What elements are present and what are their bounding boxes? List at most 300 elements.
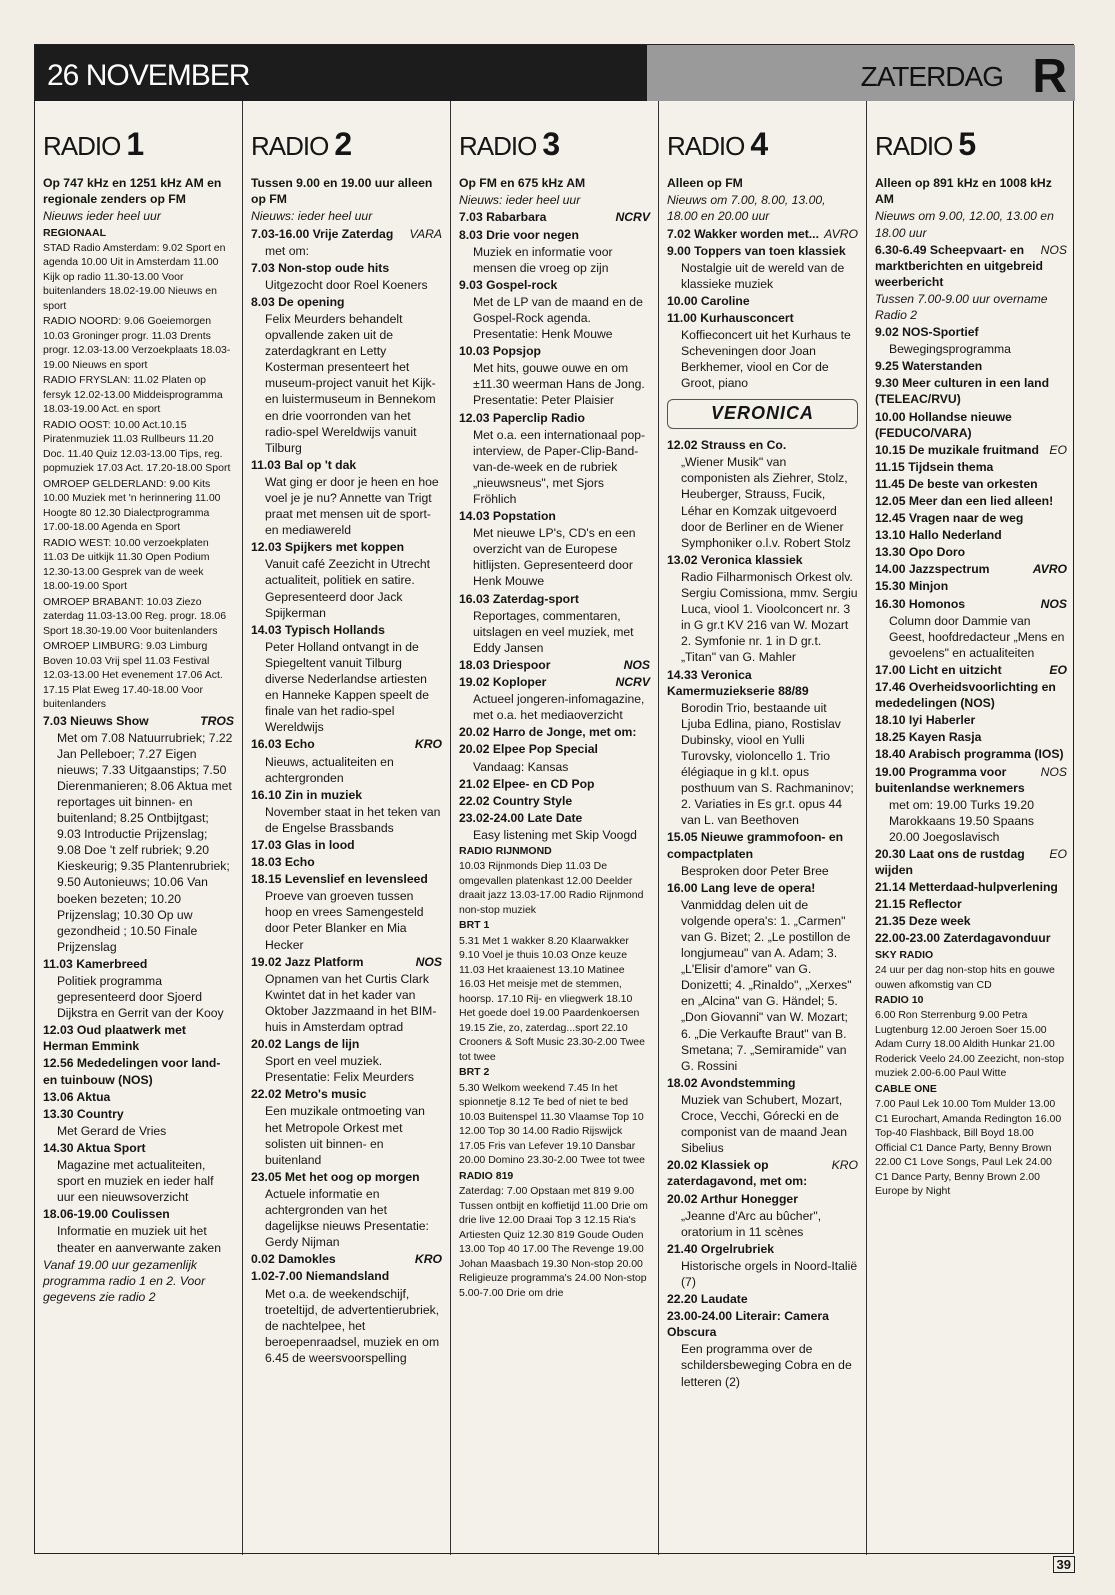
program-entry (251, 971, 442, 1035)
program-text: Nieuws om 7.00, 8.00, 13.00, 18.00 en 20.00 uur (667, 193, 826, 224)
header-letter: R (1032, 50, 1067, 103)
program-text: RADIO FRYSLAN: 11.02 Platen op fersyk 12.02-13.00 Middeisprogramma 18.03-19.00 Act. en sport (43, 374, 223, 416)
column-title-number: 4 (750, 126, 768, 162)
program-entry (875, 476, 1067, 492)
program-entry (875, 596, 1067, 612)
page-header (35, 45, 1075, 101)
program-text: REGIONAAL (43, 226, 106, 239)
program-entry (875, 1097, 1067, 1198)
program-text: BRT 1 (459, 919, 490, 932)
program-entry (875, 341, 1067, 357)
program-text: Easy listening met Skip Voogd (473, 827, 637, 842)
program-entry (459, 759, 650, 775)
program-text: RADIO WEST: 10.00 verzoekplaten 11.03 De uitkijk 11.30 Open Podium 12.30-13.00 Gesprek van de week 18.00-19.00 Sport (43, 536, 210, 593)
broadcaster-tag: NOS (415, 954, 442, 969)
program-entry (459, 294, 650, 342)
program-text: Nostalgie uit de wereld van de klassieke muziek (681, 260, 845, 291)
program-entry (43, 1206, 234, 1222)
program-entry (875, 409, 1067, 441)
program-entry (667, 1308, 858, 1340)
program-text: 7.00 Paul Lek 10.00 Tom Mulder 13.00 C1 Eurochart, Amanda Redington 16.00 Top-40 Flashback, Bill Boyd 18.00 Official C1 Dance Party, Benny Brown 22.00 C1 Love Songs, Paul Lek 24.00 C1 Dance Party, Benny Brown 2.00 Europe by Night (875, 1098, 1062, 1198)
program-entry (875, 712, 1067, 728)
program-text: Koffieconcert uit het Kurhaus te Scheveningen door Joan Berkhemer, viool en Cor de Groot, piano (681, 328, 851, 391)
program-text: OMROEP GELDERLAND: 9.00 Kits 10.00 Muziek met 'n herinnering 11.00 Hoogte 80 12.30 Dialectprogramma 17.00-18.00 Agenda en Sport (43, 477, 221, 534)
program-entry (875, 1008, 1067, 1080)
program-entry (875, 544, 1067, 560)
broadcaster-tag: VARA (409, 226, 442, 241)
column-title (875, 123, 1067, 165)
program-text: Opnamen van het Curtis Clark Kwintet dat in het kader van Oktober Jazzmaand in het BIM-huis in Amsterdam optrad (265, 971, 437, 1035)
header-date: 26 NOVEMBER (47, 59, 250, 92)
program-text: 14.03 Popstation (459, 509, 556, 524)
program-entry (251, 1169, 442, 1185)
program-entry (667, 1191, 858, 1207)
program-text: Nieuws, actualiteiten en achtergronden (265, 754, 394, 785)
program-text: 12.03 Paperclip Radio (459, 410, 585, 425)
program-text: 7.03 Rabarbara (459, 210, 547, 225)
program-entry (251, 1186, 442, 1250)
program-entry (667, 880, 858, 896)
program-entry (667, 569, 858, 666)
program-text: 20.02 Langs de lijn (251, 1037, 360, 1052)
program-text: 7.03 Non-stop oude hits (251, 260, 390, 275)
program-entry (667, 437, 858, 453)
program-text: 10.15 De muzikale fruitmand (875, 442, 1039, 457)
program-entry (43, 1106, 234, 1122)
program-text: 19.02 Koploper (459, 675, 547, 690)
header-day-band (647, 45, 1075, 101)
program-text: 5.31 Met 1 wakker 8.20 Klaarwakker 9.10 Voel je thuis 10.03 Onze keuze 11.03 Het kraaienest 13.10 Matinee 16.03 Het meisje met de stemmen, hoorsp. 17.10 Rij- en vliegwerk 18.10 Het goede doel 19.00 Paardenkoersen 19.15 Zie, zo, zaterdag...sport 22.10 Crooners & Soft Music 23.30-2.00 Twee tot twee (459, 934, 645, 1063)
program-text: 11.03 Bal op 't dak (251, 457, 357, 472)
program-text: Op 747 kHz en 1251 kHz AM en regionale zenders op FM (43, 176, 222, 207)
program-entry (251, 787, 442, 803)
program-entry (875, 1082, 1067, 1096)
program-text: 12.03 Spijkers met koppen (251, 540, 405, 555)
program-entry (667, 454, 858, 551)
program-entry (875, 459, 1067, 475)
program-text: RADIO 819 (459, 1169, 514, 1182)
program-text: Borodin Trio, bestaande uit Ljuba Edlina, piano, Rostislav Dubinsky, viool en Yulli Turovsky, violoncello 1. Trio élégiaque in g kl.t. opus posthuum van S. Rachmaninov; 2. Variaties in Es gr.t. opus 44 van L. van Beethoven (681, 700, 854, 828)
program-entry (667, 552, 858, 568)
column-title (459, 123, 650, 165)
program-text: 18.25 Kayen Rasja (875, 730, 982, 745)
program-entry (667, 863, 858, 879)
program-entry (43, 639, 234, 711)
broadcaster-tag: EO (1049, 846, 1067, 861)
program-text: 10.03 Popsjop (459, 344, 541, 359)
program-text: 20.30 Laat ons de rustdag wijden (875, 846, 1025, 878)
program-entry (459, 608, 650, 656)
broadcaster-tag: KRO (831, 1158, 858, 1173)
program-text: Besproken door Peter Bree (681, 863, 829, 878)
program-text: BRT 2 (459, 1066, 490, 1079)
program-entry (875, 679, 1067, 711)
column-radio-5 (867, 101, 1075, 1555)
program-entry (459, 934, 650, 1064)
program-text: Historische orgels in Noord-Italië (7) (681, 1258, 858, 1289)
broadcaster-tag: NOS (1040, 596, 1067, 611)
program-text: 11.45 De beste van orkesten (875, 476, 1038, 491)
column-title (251, 123, 442, 165)
program-entry (43, 973, 234, 1021)
program-entry (459, 175, 650, 191)
program-entry (43, 956, 234, 972)
broadcaster-tag: NOS (1040, 242, 1067, 257)
program-entry (667, 667, 858, 699)
program-entry (251, 1086, 442, 1102)
program-entry (251, 208, 442, 224)
program-text: 21.35 Deze week (875, 914, 971, 929)
program-text: 23.00-24.00 Literair: Camera Obscura (667, 1309, 829, 1340)
program-entry (667, 327, 858, 391)
program-entry (875, 797, 1067, 845)
program-text: Bewegingsprogramma (889, 342, 1011, 357)
program-text: 20.02 Arthur Honegger (667, 1191, 798, 1206)
program-entry (251, 1053, 442, 1085)
broadcaster-tag: AVRO (824, 226, 858, 241)
program-entry (875, 963, 1067, 992)
program-entry (459, 227, 650, 243)
column-radio-3 (451, 101, 659, 1555)
program-text: Radio Filharmonisch Orkest olv. Sergiu Comissiona, mmv. Sergiu Luca, viool 1. Vioolconcert nr. 3 in G gr.t KV 216 van W. Mozart 2. Symfonie nr. 1 in D gr.t. „Titan" van G. Mahler (681, 569, 858, 665)
column-title (43, 123, 234, 165)
program-entry (251, 639, 442, 736)
program-entry (459, 844, 650, 858)
program-text: SKY RADIO (875, 948, 934, 961)
program-entry (251, 854, 442, 870)
program-text: Uitgezocht door Roel Koeners (265, 277, 428, 292)
program-text: Vanaf 19.00 uur gezamenlijk programma radio 1 en 2. Voor gegevens zie radio 2 (43, 1257, 206, 1304)
program-entry (459, 741, 650, 757)
program-text: 12.03 Oud plaatwerk met Herman Emmink (43, 1023, 186, 1054)
program-entry (43, 241, 234, 313)
program-text: 5.30 Welkom weekend 7.45 In het spionnetje 8.12 Te bed of niet te bed 10.03 Buitenspel 11.30 Vlaamse Top 10 12.00 Top 30 14.00 Radio Rijswijck 17.05 Fris van Lefever 19.10 Dansbar 20.00 Domino 23.30-2.00 Twee tot twee (459, 1081, 646, 1167)
program-text: Met o.a. de weekendschijf, troeteltijd, de advertentierubriek, de nachtelpee, het beroepenraadsel, muziek en om 6.45 de weersvoorspelling (265, 1286, 440, 1365)
program-text: RADIO RIJNMOND (459, 844, 552, 857)
program-text: 11.03 Kamerbreed (43, 956, 148, 971)
program-text: 24 uur per dag non-stop hits en gouwe ouwen afkomstig van CD (875, 964, 1055, 991)
program-text: 14.30 Aktua Sport (43, 1140, 146, 1155)
program-text: Zaterdag: 7.00 Opstaan met 819 9.00 Tussen ontbijt en koffietijd 11.00 Drie om drie live 12.00 Draai Top 3 12.15 Ria's Artiesten Quiz 12.30 819 Goude Ouden 13.00 Top 40 17.00 The Revenge 19.00 Johan Maasbach 19.30 Non-stop 20.00 Religieuze programma's 24.00 Non-stop 5.00-7.00 Drie om drie (459, 1185, 648, 1299)
column-title-text: RADIO (875, 131, 953, 161)
column-radio-2 (243, 101, 451, 1555)
program-entry (875, 175, 1067, 207)
program-text: 9.25 Waterstanden (875, 359, 983, 374)
program-entry (459, 244, 650, 276)
broadcaster-tag: NCRV (615, 210, 650, 225)
program-text: 10.00 Hollandse nieuwe (FEDUCO/VARA) (875, 409, 1012, 440)
program-text: 20.02 Harro de Jonge, met om: (459, 725, 637, 740)
program-text: 23.05 Met het oog op morgen (251, 1169, 420, 1184)
program-text: „Jeanne d'Arc au bûcher", oratorium in 11 scènes (681, 1208, 822, 1239)
program-entry (43, 226, 234, 240)
program-entry (875, 764, 1067, 796)
program-entry (875, 613, 1067, 661)
program-text: RADIO OOST: 10.00 Act.10.15 Piratenmuziek 11.03 Rullbeurs 11.20 Doc. 11.40 Quiz 12.03-13.00 Tips, reg. popmuziek 17.03 Act. 17.20-18.00 Sport (43, 418, 231, 475)
program-entry (459, 657, 650, 673)
program-text: 9.03 Gospel-rock (459, 277, 558, 292)
program-text: 22.02 Country Style (459, 793, 573, 808)
program-entry (875, 242, 1067, 290)
column-title (667, 123, 858, 165)
program-entry (251, 243, 442, 259)
program-text: Informatie en muziek uit het theater en aanverwante zaken (57, 1224, 221, 1255)
program-entry (43, 730, 234, 955)
program-entry (43, 1123, 234, 1139)
program-entry (251, 311, 442, 456)
program-text: 19.00 Programma voor buitenlandse werknemers (875, 764, 1025, 795)
program-entry (875, 578, 1067, 594)
program-text: 8.03 Drie voor negen (459, 227, 579, 242)
program-text: 22.00-23.00 Zaterdagavonduur (875, 931, 1051, 946)
program-entry (875, 358, 1067, 374)
program-text: 9.30 Meer culturen in een land (TELEAC/RVU) (875, 376, 1050, 407)
program-text: Met o.a. een internationaal pop-interview, de Paper-Clip-Band-van-de-week en de rubriek „nieuwsneus", met Sjors Fröhlich (473, 427, 646, 507)
program-entry (459, 277, 650, 293)
program-text: 21.15 Reflector (875, 897, 962, 912)
program-text: 11.00 Kurhausconcert (667, 310, 794, 325)
program-text: Muziek en informatie voor mensen die vroeg op zijn (473, 244, 613, 275)
program-entry (251, 1103, 442, 1167)
tv-guide-page (34, 44, 1074, 1554)
program-entry (459, 410, 650, 426)
program-text: 19.02 Jazz Platform (251, 954, 364, 969)
program-text: 15.05 Nieuwe grammofoon- en compactplaten (667, 830, 844, 861)
program-text: Een programma over de schildersbeweging Cobra en de letteren (2) (681, 1342, 852, 1389)
program-entry (251, 1036, 442, 1052)
header-date-band (35, 45, 647, 101)
broadcaster-tag: KRO (414, 1252, 442, 1267)
program-text: RADIO NOORD: 9.06 Goeiemorgen 10.03 Groninger progr. 11.03 Drents progr. 12.03-13.00 Verzoekplaats 18.03-19.00 Nieuws en sport (43, 315, 231, 371)
program-entry (875, 948, 1067, 962)
program-entry (875, 375, 1067, 407)
program-text: Actuele informatie en achtergronden van het dagelijkse nieuws Presentatie: Gerdy Nijman (265, 1186, 429, 1250)
program-text: 21.14 Metterdaad-hulpverlening (875, 880, 1058, 895)
program-entry (459, 591, 650, 607)
program-text: Nieuws: ieder heel uur (251, 209, 373, 224)
program-text: 18.03 Echo (251, 855, 315, 870)
program-text: 13.02 Veronica klassiek (667, 552, 803, 567)
program-entry (875, 729, 1067, 745)
program-text: Actueel jongeren-infomagazine, met o.a. het mediaoverzicht (473, 692, 645, 723)
program-entry (667, 260, 858, 292)
program-text: Vandaag: Kansas (473, 759, 569, 774)
program-entry (251, 539, 442, 555)
broadcaster-tag: EO (1049, 442, 1067, 457)
program-text: met om: (265, 243, 310, 258)
program-text: 22.02 Metro's music (251, 1087, 367, 1102)
broadcaster-tag: KRO (414, 737, 442, 752)
column-title-text: RADIO (43, 131, 121, 161)
program-entry (875, 662, 1067, 678)
broadcaster-tag: NCRV (615, 675, 650, 690)
program-entry (459, 1065, 650, 1079)
program-entry (251, 457, 442, 473)
program-entry (875, 510, 1067, 526)
program-text: Tussen 9.00 en 19.00 uur alleen op FM (251, 176, 433, 207)
program-text: RADIO 10 (875, 994, 924, 1006)
program-text: 6.30-6.49 Scheepvaart- en marktberichten en uitgebreid weerbericht (875, 242, 1043, 289)
program-text: STAD Radio Amsterdam: 9.02 Sport en agenda 10.00 Uit in Amsterdam 11.00 Kijk op radio 11.30-13.00 Voor buitenlanders 18.02-19.00 Nieuws en sport (43, 242, 226, 312)
program-entry (43, 477, 234, 535)
program-entry (251, 1251, 442, 1267)
program-text: 17.46 Overheidsvoorlichting en mededelingen (NOS) (875, 680, 1056, 711)
program-entry (667, 1092, 858, 1156)
program-text: 7.03-16.00 Vrije Zaterdag (251, 226, 394, 241)
program-text: Met nieuwe LP's, CD's en een overzicht van de Europese hitlijsten. Gepresenteerd door Henk Mouwe (473, 526, 636, 589)
program-entry (875, 913, 1067, 929)
program-text: 13.06 Aktua (43, 1089, 111, 1104)
program-entry (667, 1208, 858, 1240)
program-entry (251, 1286, 442, 1366)
program-text: 16.10 Zin in muziek (251, 787, 363, 802)
program-text: Proeve van groeven tussen hoop en vrees Samengesteld door Peter Blanker en Mia Hecker (265, 889, 424, 952)
program-entry (875, 746, 1067, 762)
program-entry (459, 525, 650, 589)
program-entry (875, 846, 1067, 878)
program-entry (667, 700, 858, 829)
program-entry (251, 556, 442, 620)
program-text: OMROEP BRABANT: 10.03 Ziezo zaterdag 11.03-13.00 Reg. progr. 18.06 Sport 18.30-19.00 Voor buitenlanders (43, 595, 227, 637)
program-entry (459, 859, 650, 917)
program-entry (875, 442, 1067, 458)
program-entry (667, 399, 858, 429)
program-entry (459, 793, 650, 809)
program-text: Felix Meurders behandelt opvallende zaken uit de zaterdagkrant en Letty Kosterman presenteert het museum-project vanuit het Kijk- en luistermuseum in Bennekom en drie voorronden van het radio-spel Wereldwijs vanuit Tilburg (265, 311, 436, 455)
program-text: 13.30 Country (43, 1106, 124, 1121)
program-entry (43, 1055, 234, 1087)
program-entry (251, 294, 442, 310)
program-text: 17.03 Glas in lood (251, 837, 355, 852)
program-text: 18.40 Arabisch programma (IOS) (875, 747, 1064, 762)
program-text: Wat ging er door je heen en hoe voel je je nu? Annette van Trigt praat met mensen uit de sport- en mediawereld (265, 474, 439, 538)
program-text: 14.03 Typisch Hollands (251, 622, 385, 637)
program-entry (251, 260, 442, 276)
program-entry (459, 360, 650, 408)
program-text: 21.40 Orgelrubriek (667, 1241, 775, 1256)
program-text: 7.02 Wakker worden met... (667, 226, 819, 241)
program-text: Met om 7.08 Natuurrubriek; 7.22 Jan Pelleboer; 7.27 Eigen nieuws; 7.33 Uitgaanstips; 7.50 Dierenmanieren; 8.06 Aktua met reportages uit binnen- en buitenland; 8.25 Ontbijtgast; 9.03 Introductie Prijzenslag; 9.08 Doe 't zelf rubriek; 9.20 Kieskeurig; 9.35 Plantenrubriek; 9.50 Autonieuws; 10.06 Van boeken bezeten; 10.20 Prijzenslag; 10.30 Op uw gezondheid ; 10.50 Finale Prijzenslag (57, 730, 233, 954)
program-text: 13.10 Hallo Nederland (875, 528, 1002, 543)
column-radio-1 (35, 101, 243, 1555)
program-entry (459, 1184, 650, 1300)
program-text: 1.02-7.00 Niemandsland (251, 1269, 390, 1284)
header-day: ZATERDAG (860, 61, 1003, 92)
program-entry (667, 243, 858, 259)
program-text: 22.20 Laudate (667, 1292, 748, 1307)
program-entry (875, 930, 1067, 946)
program-entry (875, 561, 1067, 577)
program-entry (459, 776, 650, 792)
program-entry (459, 810, 650, 826)
program-entry (459, 691, 650, 723)
program-entry (667, 293, 858, 309)
program-entry (875, 896, 1067, 912)
program-entry (459, 427, 650, 507)
program-text: Vanmiddag delen uit de volgende opera's: 1. „Carmen" van G. Bizet; 2. „Le postillon de longjumeau" van A. Adam; 3. „L'Elisir d'amore" van G. Donizetti; 4. „Rinaldo", „Xerxes" en „Alcina" van G. Händel; 5. „Don Giovanni" van W. Mozart; 6. „Die Verkaufte Braut" van B. Smetana; 7. „Semiramide" van G. Rossini (681, 897, 852, 1073)
program-text: 15.30 Minjon (875, 579, 949, 594)
program-text: OMROEP LIMBURG: 9.03 Limburg Boven 10.03 Vrij spel 11.03 Festival 12.03-13.00 Het evenement 17.06 Act. 17.15 Plat Eweg 17.40-18.00 Voor buitenlanders (43, 640, 223, 711)
program-entry (251, 754, 442, 786)
program-text: VERONICA (710, 403, 814, 424)
program-entry (251, 871, 442, 887)
program-text: 6.00 Ron Sterrenburg 9.00 Petra Lugtenburg 12.00 Jeroen Soer 15.00 Adam Curry 18.00 Aldith Hunkar 21.00 Roderick Veelo 24.00 Zeezicht, non-stop muziek 2.00-6.00 Paul Witte (875, 1009, 1065, 1080)
program-text: Nieuws: ieder heel uur (459, 193, 581, 208)
program-entry (459, 674, 650, 690)
program-text: Sport en veel muziek. Presentatie: Felix Meurders (265, 1054, 415, 1085)
program-entry (43, 314, 234, 372)
program-text: Een muzikale ontmoeting van het Metropole Orkest met solisten uit binnen- en buitenland (265, 1104, 425, 1167)
program-text: 16.03 Echo (251, 737, 315, 752)
program-text: „Wiener Musik" van componisten als Ziehrer, Stolz, Heuberger, Strauss, Fucik, Léhar en Komzak uitgevoerd door de Berliner en de Wiener Symphoniker o.l.v. Robert Stolz (681, 455, 851, 550)
program-text: Met de LP van de maand en de Gospel-Rock agenda. Presentatie: Henk Mouwe (473, 294, 643, 342)
program-entry (875, 493, 1067, 509)
program-entry (43, 418, 234, 476)
program-entry (875, 291, 1067, 323)
program-entry (459, 192, 650, 208)
program-entry (459, 343, 650, 359)
program-entry (251, 622, 442, 638)
program-entry (43, 536, 234, 594)
program-entry (251, 954, 442, 970)
program-text: 12.02 Strauss en Co. (667, 438, 787, 453)
program-entry (459, 209, 650, 225)
program-text: Nieuws ieder heel uur (43, 209, 161, 224)
column-title-text: RADIO (251, 131, 329, 161)
program-text: 18.06-19.00 Coulissen (43, 1207, 170, 1222)
program-text: 23.02-24.00 Late Date (459, 810, 583, 825)
program-entry (43, 1257, 234, 1305)
program-text: Tussen 7.00-9.00 uur overname Radio 2 (875, 291, 1048, 322)
program-text: Op FM en 675 kHz AM (459, 176, 586, 191)
program-entry (251, 175, 442, 207)
column-title-text: RADIO (667, 131, 745, 161)
program-text: November staat in het teken van de Engelse Brassbands (265, 804, 441, 835)
program-entry (251, 837, 442, 853)
program-text: Muziek van Schubert, Mozart, Croce, Vecchi, Górecki en de componist van de maand Jean Sibelius (681, 1092, 847, 1156)
program-text: 0.02 Damokles (251, 1252, 336, 1267)
program-entry (251, 804, 442, 836)
program-entry (43, 1157, 234, 1205)
program-entry (667, 1341, 858, 1389)
column-title-number: 3 (542, 126, 560, 162)
program-text: Nieuws om 9.00, 12.00, 13.00 en 18.00 uur (875, 209, 1054, 240)
program-entry (667, 1241, 858, 1257)
column-title-number: 5 (958, 126, 976, 162)
program-entry (875, 993, 1067, 1007)
program-text: 21.02 Elpee- en CD Pop (459, 776, 595, 791)
program-entry (875, 527, 1067, 543)
program-entry (459, 1081, 650, 1168)
program-entry (43, 595, 234, 638)
program-text: 17.00 Licht en uitzicht (875, 662, 1002, 677)
program-text: 20.02 Elpee Pop Special (459, 742, 598, 757)
program-text: 12.05 Meer dan een lied alleen! (875, 494, 1054, 509)
program-entry (43, 175, 234, 207)
program-text: Reportages, commentaren, uitslagen en veel muziek, met Eddy Jansen (473, 608, 634, 655)
broadcaster-tag: NOS (623, 657, 650, 672)
program-text: Magazine met actualiteiten, sport en muziek en ieder half uur een nieuwsoverzicht (57, 1158, 214, 1205)
program-entry (875, 324, 1067, 340)
program-text: met om: 19.00 Turks 19.20 Marokkaans 19.50 Spaans 20.00 Joegoslavisch (889, 797, 1034, 844)
program-entry (459, 508, 650, 524)
program-entry (459, 827, 650, 843)
program-text: Peter Holland ontvangt in de Spiegeltent vanuit Tilburg diverse Nederlandse artiesten en Hanneke Kappen speelt de finale van het radio-spel Wereldwijs (265, 639, 429, 735)
program-text: Alleen op FM (667, 176, 743, 191)
program-text: Met hits, gouwe ouwe en om ±11.30 weerman Hans de Jong. Presentatie: Peter Plaisier (473, 361, 645, 408)
program-text: 13.30 Opo Doro (875, 545, 966, 560)
program-entry (43, 208, 234, 224)
